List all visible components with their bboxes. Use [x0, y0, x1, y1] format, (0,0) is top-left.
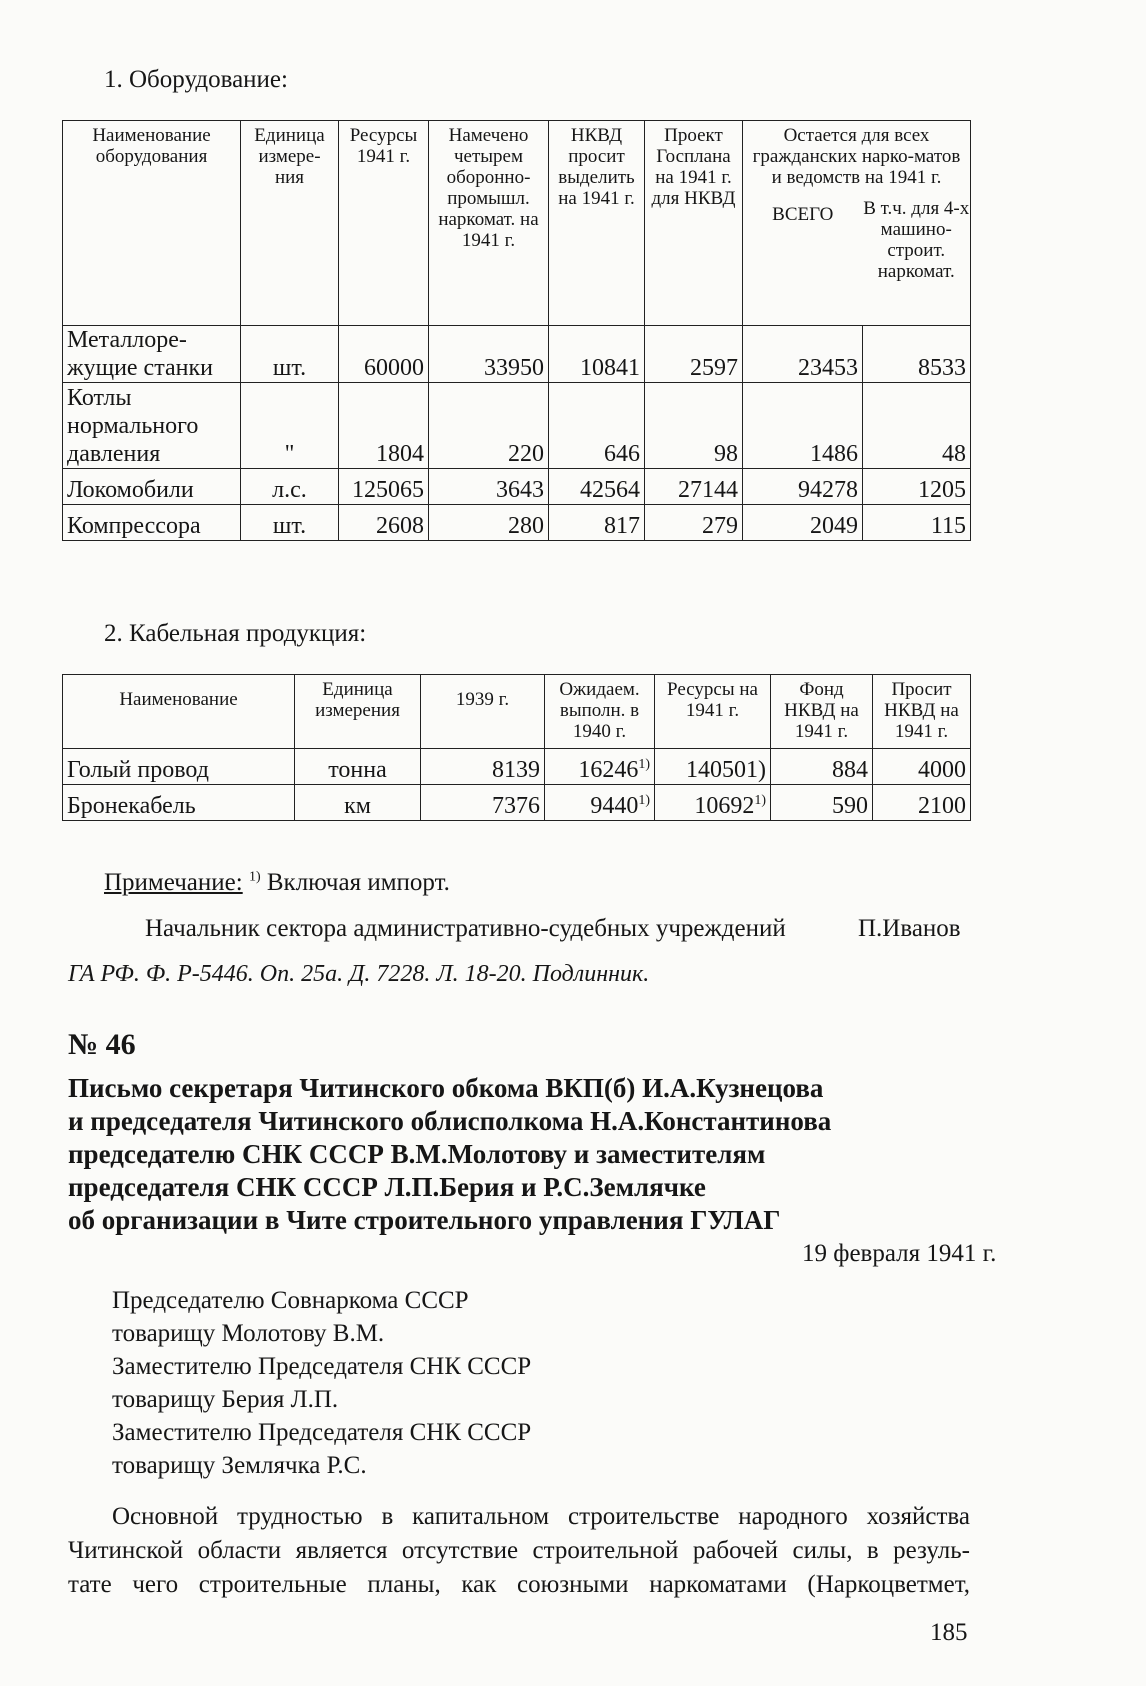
body-paragraph [68, 1500, 970, 1602]
column-header: Ресурсы на 1941 г. [655, 675, 771, 749]
cell-machine: 8533 [863, 326, 971, 383]
cell-nkvd: 817 [549, 505, 645, 541]
cell-resources: 60000 [339, 326, 429, 383]
cell-nkvd: 646 [549, 383, 645, 469]
document-number: № 46 [68, 1028, 136, 1061]
column-header: Остается для всех гражданских нарко-матов и ведомств на 1941 г. [752, 125, 961, 188]
column-header: Проект Госплана на 1941 г. для НКВД [645, 121, 743, 326]
table-header-row [63, 121, 971, 326]
cell-machine: 1205 [863, 469, 971, 505]
section2-title: 2. Кабельная продукция: [104, 620, 367, 647]
row-unit: шт. [241, 326, 339, 383]
row-unit: л.с. [241, 469, 339, 505]
row-unit: шт. [241, 505, 339, 541]
addressee-line: товарищу Землячка Р.С. [112, 1452, 367, 1479]
addressee-line: товарищу Берия Л.П. [112, 1386, 339, 1413]
column-header: Ожидаем. выполн. в 1940 г. [545, 675, 655, 749]
title-line: об организации в Чите строительного управления ГУЛАГ [68, 1205, 781, 1235]
cell-gosplan: 98 [645, 383, 743, 469]
column-header: В т.ч. для 4-х машино-строит. наркомат. [863, 198, 970, 282]
row-name: Локомобили [63, 469, 241, 505]
addressee-line: Председателю Совнаркома СССР [112, 1287, 469, 1314]
column-header: 1939 г. [421, 675, 545, 749]
column-header: Просит НКВД на 1941 г. [873, 675, 971, 749]
title-line: председателя СНК СССР Л.П.Берия и Р.С.Землячке [68, 1172, 706, 1202]
cell-machine: 48 [863, 383, 971, 469]
cell-resources: 1804 [339, 383, 429, 469]
table-row [63, 469, 971, 505]
row-unit: тонна [295, 749, 421, 785]
cell-1939: 7376 [421, 785, 545, 821]
equipment-table [62, 120, 971, 541]
cell-planned: 3643 [429, 469, 549, 505]
column-header: НКВД просит выделить на 1941 г. [549, 121, 645, 326]
cell-resources: 2608 [339, 505, 429, 541]
table-header-row [63, 675, 971, 749]
cell-gosplan: 2597 [645, 326, 743, 383]
cell-resources: 10692$^{1)}$ [655, 785, 771, 821]
row-unit: км [295, 785, 421, 821]
cell-total: 23453 [743, 326, 863, 383]
section1-title: 1. Оборудование: [104, 66, 288, 93]
cell-total: 2049 [743, 505, 863, 541]
row-unit: " [241, 383, 339, 469]
note-text: Включая импорт. [260, 869, 450, 896]
note-mark: 1) [248, 869, 261, 885]
table-row [63, 749, 971, 785]
cell-nkvd: 42564 [549, 469, 645, 505]
column-header: Наименование оборудования [63, 121, 241, 326]
body-line: Читинской области является отсутствие строительной рабочей силы, в резуль- [68, 1537, 970, 1564]
addressee-line: Заместителю Председателя СНК СССР [112, 1419, 532, 1446]
body-line: тате чего строительные планы, как союзными наркоматами (Наркоцветмет, [68, 1571, 970, 1598]
table-row [63, 785, 971, 821]
cell-gosplan: 279 [645, 505, 743, 541]
cable-table [62, 674, 971, 821]
cell-request: 2100 [873, 785, 971, 821]
note-label: Примечание: [104, 869, 243, 896]
addressee-line: Заместителю Председателя СНК СССР [112, 1353, 532, 1380]
cell-total: 94278 [743, 469, 863, 505]
column-header: Единица измерения [295, 675, 421, 749]
cell-expected: 9440$^{1)}$ [545, 785, 655, 821]
column-header: Ресурсы 1941 г. [339, 121, 429, 326]
table-row [63, 505, 971, 541]
document-date: 19 февраля 1941 г. [802, 1240, 997, 1267]
cell-expected: 16246$^{1)}$ [545, 749, 655, 785]
title-line: председателю СНК СССР В.М.Молотову и заместителям [68, 1139, 766, 1169]
cell-total: 1486 [743, 383, 863, 469]
addressee-block [112, 1284, 531, 1482]
title-line: и председателя Читинского облисполкома Н.А.Константинова [68, 1106, 832, 1136]
row-name: Котлы нормального давления [63, 383, 241, 469]
addressee-line: товарищу Молотову В.М. [112, 1320, 385, 1347]
archive-reference: ГА РФ. Ф. Р-5446. Оп. 25а. Д. 7228. Л. 18-20. Подлинник. [68, 961, 650, 987]
column-header-group [743, 121, 971, 326]
column-header: Наименование [63, 675, 295, 749]
cell-machine: 115 [863, 505, 971, 541]
cell-1939: 8139 [421, 749, 545, 785]
table-row [63, 383, 971, 469]
column-header: ВСЕГО [772, 204, 834, 225]
signature-name: П.Иванов [858, 915, 961, 942]
document-title [68, 1072, 958, 1237]
cell-request: 4000 [873, 749, 971, 785]
row-name: Металлоре-жущие станки [63, 326, 241, 383]
cell-fund: 884 [771, 749, 873, 785]
cell-resources: 140501) [655, 749, 771, 785]
cell-nkvd: 10841 [549, 326, 645, 383]
cell-gosplan: 27144 [645, 469, 743, 505]
cell-fund: 590 [771, 785, 873, 821]
row-name: Голый провод [63, 749, 295, 785]
table-row [63, 326, 971, 383]
row-name: Компрессора [63, 505, 241, 541]
cell-planned: 33950 [429, 326, 549, 383]
footnote [104, 866, 450, 899]
body-line: Основной трудностью в капитальном строительстве народного хозяйства [112, 1503, 970, 1530]
cell-resources: 125065 [339, 469, 429, 505]
column-header: Намечено четырем оборонно-промышл. наркомат. на 1941 г. [429, 121, 549, 326]
signature-position: Начальник сектора административно-судебных учреждений [145, 915, 786, 942]
cell-planned: 280 [429, 505, 549, 541]
cell-planned: 220 [429, 383, 549, 469]
row-name: Бронекабель [63, 785, 295, 821]
page-number: 185 [930, 1619, 968, 1646]
column-header: Фонд НКВД на 1941 г. [771, 675, 873, 749]
column-header: Единица измере-ния [241, 121, 339, 326]
title-line: Письмо секретаря Читинского обкома ВКП(б) И.А.Кузнецова [68, 1073, 824, 1103]
